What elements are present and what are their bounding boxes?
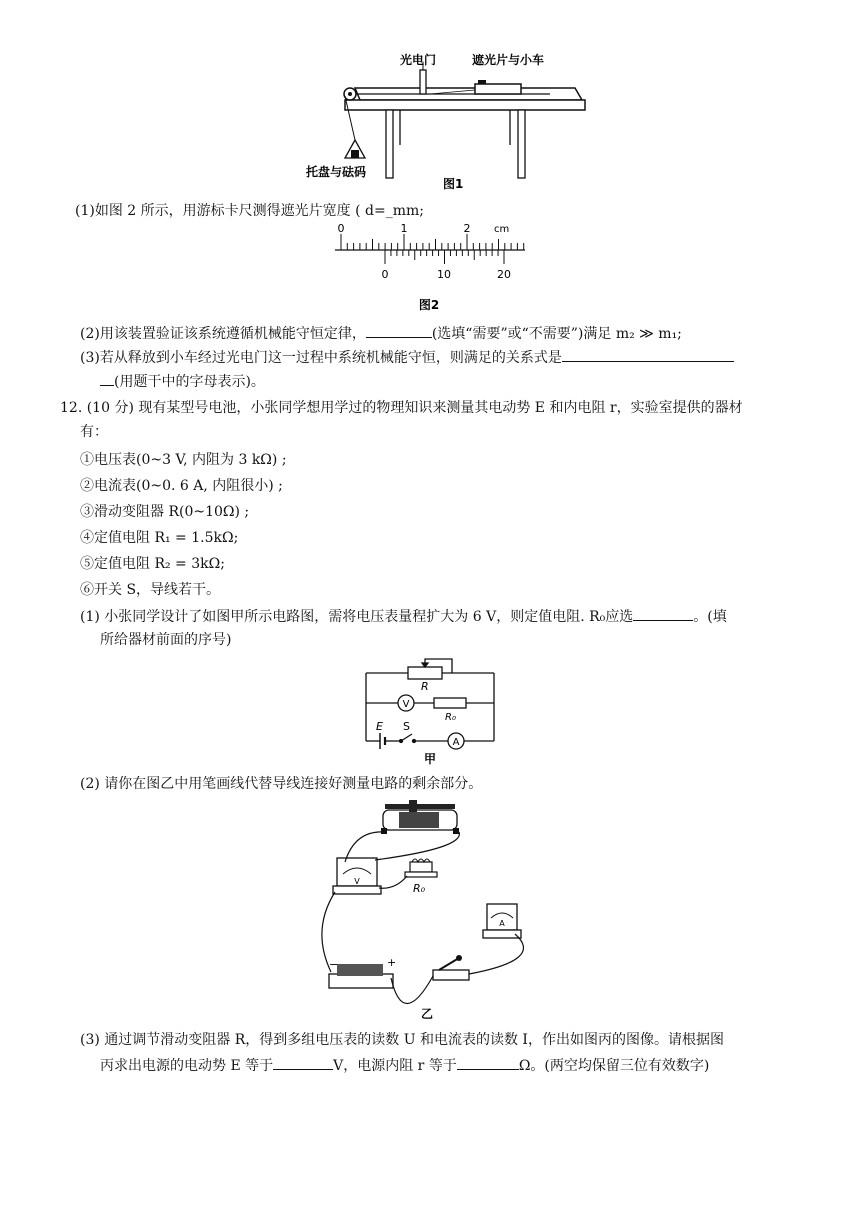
label-cart: 遮光片与小车 (472, 53, 545, 67)
wire-battery-to-switch (391, 976, 433, 1004)
resistor-R0 (405, 859, 437, 877)
main-label-unit: cm (494, 224, 510, 235)
q12-part2: (2) 请你在图乙中用笔画线代替导线连接好测量电路的剩余部分。 (80, 776, 483, 792)
circuit-jia-caption: 甲 (423, 752, 437, 765)
ammeter-label: A (499, 919, 505, 928)
q12-part1 (80, 606, 727, 627)
wire-rheostat-to-v (375, 832, 459, 860)
rheostat (381, 800, 459, 834)
r0-label: R₀ (413, 882, 426, 895)
q11-part3-blank-cont[interactable] (100, 371, 114, 386)
label-R: R (421, 680, 429, 693)
main-label-0: 0 (337, 222, 345, 235)
q12-item-5: ⑤定值电阻 R₂ = 3kΩ; (80, 556, 225, 572)
circuit-apparatus-yi (315, 800, 550, 1022)
q12-part3-blank-r[interactable] (457, 1055, 519, 1070)
voltmeter (333, 858, 381, 894)
main-label-2: 2 (463, 222, 471, 235)
q12-part3-text-b: 丙求出电源的电动势 E 等于 (100, 1058, 274, 1074)
figure-1-caption: 图1 (443, 177, 464, 191)
label-A: A (452, 737, 460, 748)
figure-1-apparatus (300, 50, 600, 195)
vernier-label-10: 10 (437, 268, 451, 281)
weights (351, 150, 359, 158)
q12-part1-blank[interactable] (633, 606, 693, 621)
q11-part3 (80, 347, 734, 368)
table-leg-right (518, 110, 525, 178)
cart (475, 84, 521, 94)
switch-S (401, 734, 412, 741)
q12-item-2: ②电流表(0~0. 6 A, 内阻很小) ; (80, 478, 283, 494)
vernier-label-0: 0 (381, 268, 389, 281)
q12-part3-text-c: V，电源内阻 r 等于 (333, 1058, 457, 1074)
q12-intro: 12. (10 分) 现有某型号电池，小张同学想用学过的物理知识来测量其电动势 E 和内电阻 r，实验室提供的器材 (60, 400, 743, 416)
label-R0: R₀ (445, 712, 456, 723)
q12-part3-cont (100, 1055, 709, 1076)
circuit-diagram-jia (360, 653, 500, 765)
q12-part3-blank-E[interactable] (273, 1055, 333, 1070)
q11-part1: (1)如图 2 所示，用游标卡尺测得遮光片宽度 ( d=_mm; (75, 203, 424, 219)
vernier-label-20: 20 (497, 268, 511, 281)
table-edge (345, 100, 585, 110)
q12-part1-text-a: (1) 小张同学设计了如图甲所示电路图，需将电压表量程扩大为 6 V，则定值电阻. R₀应选 (80, 609, 634, 625)
q12-intro-cont: 有： (80, 424, 108, 440)
vernier-scale (385, 250, 504, 264)
figure-2-caption: 图2 (418, 298, 440, 312)
rheostat-R (408, 667, 442, 679)
q12-part1-cont: 所给器材前面的序号) (100, 632, 232, 648)
label-tray: 托盘与砝码 (306, 165, 367, 179)
switch (433, 955, 469, 980)
q11-part3-blank[interactable] (562, 347, 734, 362)
label-E: E (376, 720, 383, 733)
label-photogate: 光电门 (400, 53, 437, 67)
q12-item-3: ③滑动变阻器 R(0~10Ω) ; (80, 504, 250, 520)
figure-2-vernier-caliper (330, 220, 530, 315)
q11-part2 (80, 323, 682, 344)
q12-part1-text-b: 。(填 (693, 609, 727, 625)
q11-part3-cont (100, 371, 265, 392)
voltmeter-label: V (354, 877, 360, 886)
battery (329, 964, 393, 988)
table-leg-left (386, 110, 393, 178)
q11-part2-text-a: (2)用该装置验证该系统遵循机械能守恒定律， (80, 326, 366, 342)
q11-part2-blank[interactable] (366, 323, 432, 338)
main-scale (341, 234, 524, 250)
q12-item-4: ④定值电阻 R₁ = 1.5kΩ; (80, 530, 239, 546)
q12-part3: (3) 通过调节滑动变阻器 R，得到多组电压表的读数 U 和电流表的读数 I，作出如图丙的图像。请根据图 (80, 1032, 724, 1048)
label-S: S (403, 720, 410, 733)
q11-part3-text-a: (3)若从释放到小车经过光电门这一过程中系统机械能守恒，则满足的关系式是 (80, 350, 562, 366)
battery-minus: − (329, 958, 339, 971)
main-label-1: 1 (400, 222, 408, 235)
q11-part3-text-b: (用题干中的字母表示)。 (114, 374, 265, 390)
wire-v-to-r0 (379, 876, 407, 888)
q12-part3-text-d: Ω。(两空均保留三位有效数字) (518, 1058, 710, 1074)
q11-part2-text-b: (选填“需要”或“不需要”)满足 m₂ ≫ m₁; (431, 326, 682, 342)
q12-item-1: ①电压表(0~3 V, 内阻为 3 kΩ) ; (80, 452, 287, 468)
photogate (420, 70, 426, 94)
label-V: V (402, 699, 410, 710)
q12-item-6: ⑥开关 S，导线若干。 (80, 582, 221, 598)
battery-plus: + (387, 956, 397, 969)
wire-switch-to-ammeter (469, 934, 523, 974)
circuit-yi-caption: 乙 (420, 1007, 434, 1021)
resistor-R0 (434, 698, 466, 708)
shutter (478, 80, 486, 84)
